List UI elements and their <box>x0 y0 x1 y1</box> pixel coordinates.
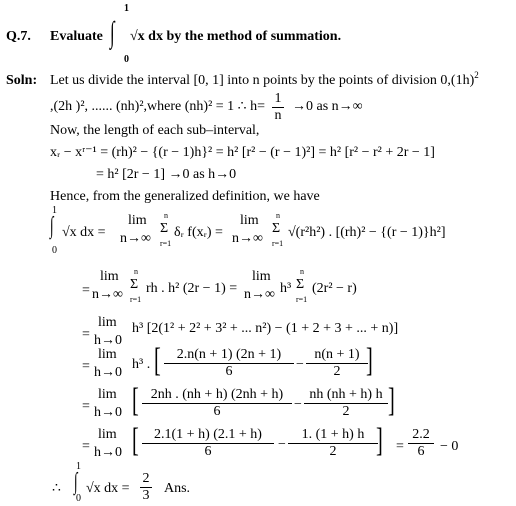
eq6-equals: = <box>82 439 90 454</box>
eq4-rbracket: ] <box>366 342 373 379</box>
eq4-term: h³ . <box>132 357 151 372</box>
eq4-minus: − <box>296 357 304 372</box>
eq4-frac2: n(n + 1) 2 <box>306 348 368 379</box>
eq1-sum2-bot: r=1 <box>272 239 284 248</box>
eq5-frac1: 2nh . (nh + h) (2nh + h) 6 <box>142 388 292 419</box>
eq2-sum2-top: n <box>300 267 304 276</box>
eq5-equals: = <box>82 399 90 414</box>
final-fraction: 2 3 <box>140 472 152 503</box>
eq2-lim2-sub: n→∞ <box>244 287 275 302</box>
final-upper: 1 <box>76 461 81 472</box>
eq4-frac1: 2.n(n + 1) (2n + 1) 6 <box>164 348 294 379</box>
eq1-upper: 1 <box>52 205 57 216</box>
solution-line2-tail: →0 as n→∞ <box>292 99 363 114</box>
solution-line1: Let us divide the interval [0, 1] into n points by the points of division $0,(1h)^2$ <box>50 70 479 88</box>
eq2-equals: = <box>82 283 90 298</box>
eq6-minus: − <box>278 437 286 452</box>
eq6-equals2: = <box>396 439 404 454</box>
eq4-equals: = <box>82 359 90 374</box>
eq1-sum2: Σ <box>272 221 281 236</box>
question-integrand: √x dx by the method of summation. <box>130 29 342 44</box>
eq6-frac1: 2.1(1 + h) (2.1 + h) 6 <box>142 428 274 459</box>
solution-line3: Now, the length of each sub–interval, <box>50 123 260 138</box>
eq1-lim-sub: n→∞ <box>120 231 151 246</box>
eq2-lim: lim <box>100 269 119 284</box>
eq2-term: rh . h² (2r − 1) = <box>146 281 238 296</box>
eq2-sum2: Σ <box>296 277 305 292</box>
eq1-sum-top: n <box>164 211 168 220</box>
eq3-lim-sub: h→0 <box>94 333 122 348</box>
eq1-sum2-top: n <box>276 211 280 220</box>
eq2-term3: (2r² − r) <box>312 281 357 296</box>
eq3-equals: = <box>82 327 90 342</box>
eq4-lim: lim <box>98 347 117 362</box>
eq5-minus: − <box>294 397 302 412</box>
eq1-lim: lim <box>128 213 147 228</box>
eq3-lim: lim <box>98 315 117 330</box>
eq6-rbracket: ] <box>376 422 383 459</box>
eq2-sum: Σ <box>130 277 139 292</box>
eq2-lim2: lim <box>252 269 271 284</box>
eq1-integrand: √x dx = <box>62 225 106 240</box>
eq4-lbracket: [ <box>154 342 161 379</box>
solution-line6: Hence, from the generalized definition, we have <box>50 189 320 204</box>
eq6-lim-sub: h→0 <box>94 445 122 460</box>
integral-sign: ∫ <box>110 16 115 49</box>
eq6-tail: − 0 <box>440 439 459 454</box>
solution-line5: = h² [2r − 1] →0 as h→0 <box>96 167 237 182</box>
eq2-sum-top: n <box>134 267 138 276</box>
eq6-lbracket: [ <box>132 422 139 459</box>
eq5-frac2: nh (nh + h) h 2 <box>304 388 388 419</box>
eq6-result: 2.2 6 <box>408 428 434 459</box>
solution-label: Soln: <box>6 73 38 88</box>
eq1-term2: √(r²h²) . [(rh)² − {(r − 1)}h²] <box>288 225 446 240</box>
final-integrand: √x dx = <box>86 481 130 496</box>
eq5-lim-sub: h→0 <box>94 405 122 420</box>
eq2-sum2-bot: r=1 <box>296 295 308 304</box>
solution-line4: xᵣ − xʳ⁻¹ = (rh)² − {(r − 1)h}² = h² [r² − (r − 1)²] = h² [r² − r² + 2r − 1] <box>50 145 435 160</box>
final-therefore: ∴ <box>52 481 61 496</box>
eq6-frac2: 1. (1 + h) h 2 <box>288 428 378 459</box>
eq5-rbracket: ] <box>388 382 395 419</box>
h-fraction: 1 n <box>272 92 284 123</box>
question-upper-limit: 1 <box>124 3 129 14</box>
eq5-lbracket: [ <box>132 382 139 419</box>
final-integral: ∫ <box>74 469 78 495</box>
question-lower-limit: 0 <box>124 54 129 65</box>
eq2-sum-bot: r=1 <box>130 295 142 304</box>
eq5-lim: lim <box>98 387 117 402</box>
eq3-term: h³ [2(1² + 2² + 3² + ... n²) − (1 + 2 + 3 + ... + n)] <box>132 321 399 336</box>
final-lower: 0 <box>76 493 81 504</box>
question-label: Q.7. <box>6 29 31 44</box>
eq1-lower: 0 <box>52 245 57 256</box>
question-evaluate: Evaluate <box>50 29 103 44</box>
eq6-lim: lim <box>98 427 117 442</box>
eq4-lim-sub: h→0 <box>94 365 122 380</box>
eq1-lim2-sub: n→∞ <box>232 231 263 246</box>
eq2-lim-sub: n→∞ <box>92 287 123 302</box>
final-ans: Ans. <box>164 481 191 496</box>
eq1-sum-bot: r=1 <box>160 239 172 248</box>
eq1-term: δᵣ f(xᵣ) = <box>174 225 223 240</box>
eq1-sum: Σ <box>160 221 169 236</box>
eq1-integral: ∫ <box>50 213 54 239</box>
solution-line2: ,(2h )², ...... (nh)²,where (nh)² = 1 ∴ h= <box>50 99 265 114</box>
eq1-lim2: lim <box>240 213 259 228</box>
eq2-term2: h³ <box>280 281 292 296</box>
